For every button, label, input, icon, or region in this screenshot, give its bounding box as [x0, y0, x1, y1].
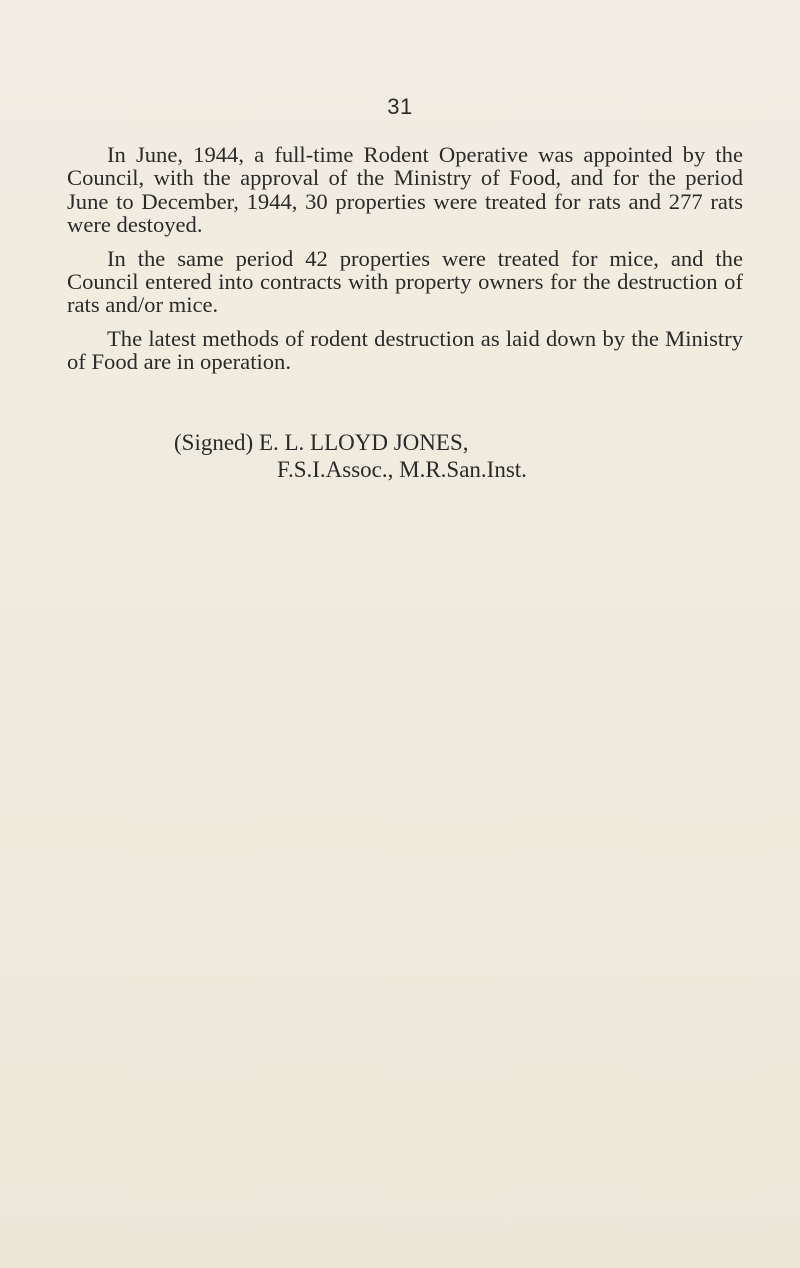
body-text — [67, 143, 743, 374]
signature-qualifications: F.S.I.Assoc., M.R.San.Inst. — [277, 457, 527, 482]
paragraph-rodent-operative: In June, 1944, a full-time Rodent Operative was appointed by the Council, with the approval of the Ministry of Food, and for the period June to December, 1944, 30 properties were treated for rats and 277 rats were destoyed. — [67, 142, 743, 238]
page-number: 31 — [387, 94, 413, 119]
signature-block — [174, 429, 734, 483]
signature-name: (Signed) E. L. LLOYD JONES, — [174, 430, 469, 455]
paragraph-mice-treatment: In the same period 42 properties were treated for mice, and the Council entered into contracts with property owners for the destruction of rats and/or mice. — [67, 245, 743, 318]
paragraph-methods: The latest methods of rodent destruction as laid down by the Ministry of Food are in operation. — [67, 325, 743, 375]
